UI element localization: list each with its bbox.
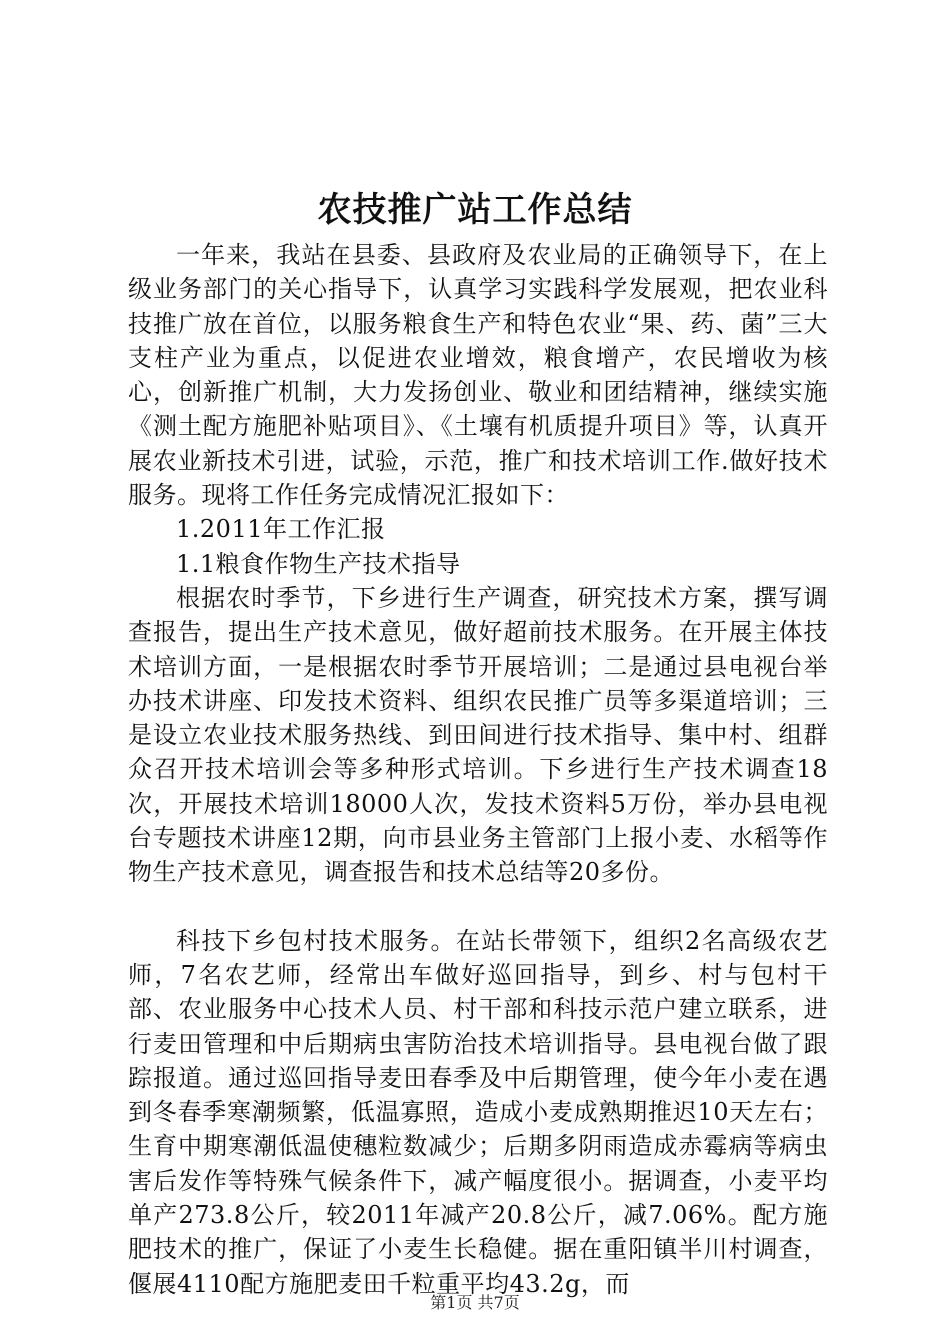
section-heading-1-1: 1.1粮食作物生产技术指导 <box>176 549 461 578</box>
page-footer: 第1页 共7页 <box>430 1293 520 1312</box>
document-title: 农技推广站工作总结 <box>317 190 633 230</box>
grain-guidance-paragraph: 根据农时季节，下乡进行生产调查，研究技术方案，撰写调查报告，提出生产技术意见，做好超前技术服务。在开展主体技术培训方面，一是根据农时季节开展培训；二是通过县电视台举办技术讲座、印发技术资料、组织农民推广员等多渠道培训；三是设立农业技术服务热线、到田间进行技术指导、集中村、组群众召开技术培训会等多种形式培训。下乡进行生产技术调查18次，开展技术培训18000人次，发技术资料5万份，举办县电视台专题技术讲座12期，向市县业务主管部门上报小麦、水稻等作物生产技术意见，调查报告和技术总结等20多份。 <box>128 583 828 887</box>
intro-paragraph: 一年来，我站在县委、县政府及农业局的正确领导下，在上级业务部门的关心指导下，认真学习实践科学发展观，把农业科技推广放在首位，以服务粮食生产和特色农业“果、药、菌”三大支柱产业为重点，以促进农业增效，粮食增产，农民增收为核心，创新推广机制，大力发扬创业、敬业和团结精神，继续实施《测土配方施肥补贴项目》、《土壤有机质提升项目》等，认真开展农业新技术引进，试验，示范，推广和技术培训工作.做好技术服务。现将工作任务完成情况汇报如下： <box>128 241 828 510</box>
section-heading-1: 1.2011年工作汇报 <box>176 515 386 544</box>
paragraph-spacer <box>128 890 828 924</box>
village-service-paragraph: 科技下乡包村技术服务。在站长带领下，组织2名高级农艺师，7名农艺师，经常出车做好巡回指导，到乡、村与包村干部、农业服务中心技术人员、村干部和科技示范户建立联系，进行麦田管理和中后期病虫害防治技术培训指导。县电视台做了跟踪报道。通过巡回指导麦田春季及中后期管理，使今年小麦在遇到冬春季寒潮频繁，低温寡照，造成小麦成熟期推迟10天左右；生育中期寒潮低温使穗粒数减少；后期多阴雨造成赤霉病等病虫害后发作等特殊气候条件下，减产幅度很小。据调查，小麦平均单产273.8公斤，较2011年减产20.8公斤，减7.06%。配方施肥技术的推广，保证了小麦生长稳健。据在重阳镇半川村调查，偃展4110配方施肥麦田千粒重平均43.2g，而 <box>128 926 828 1298</box>
document-body <box>128 238 828 1301</box>
